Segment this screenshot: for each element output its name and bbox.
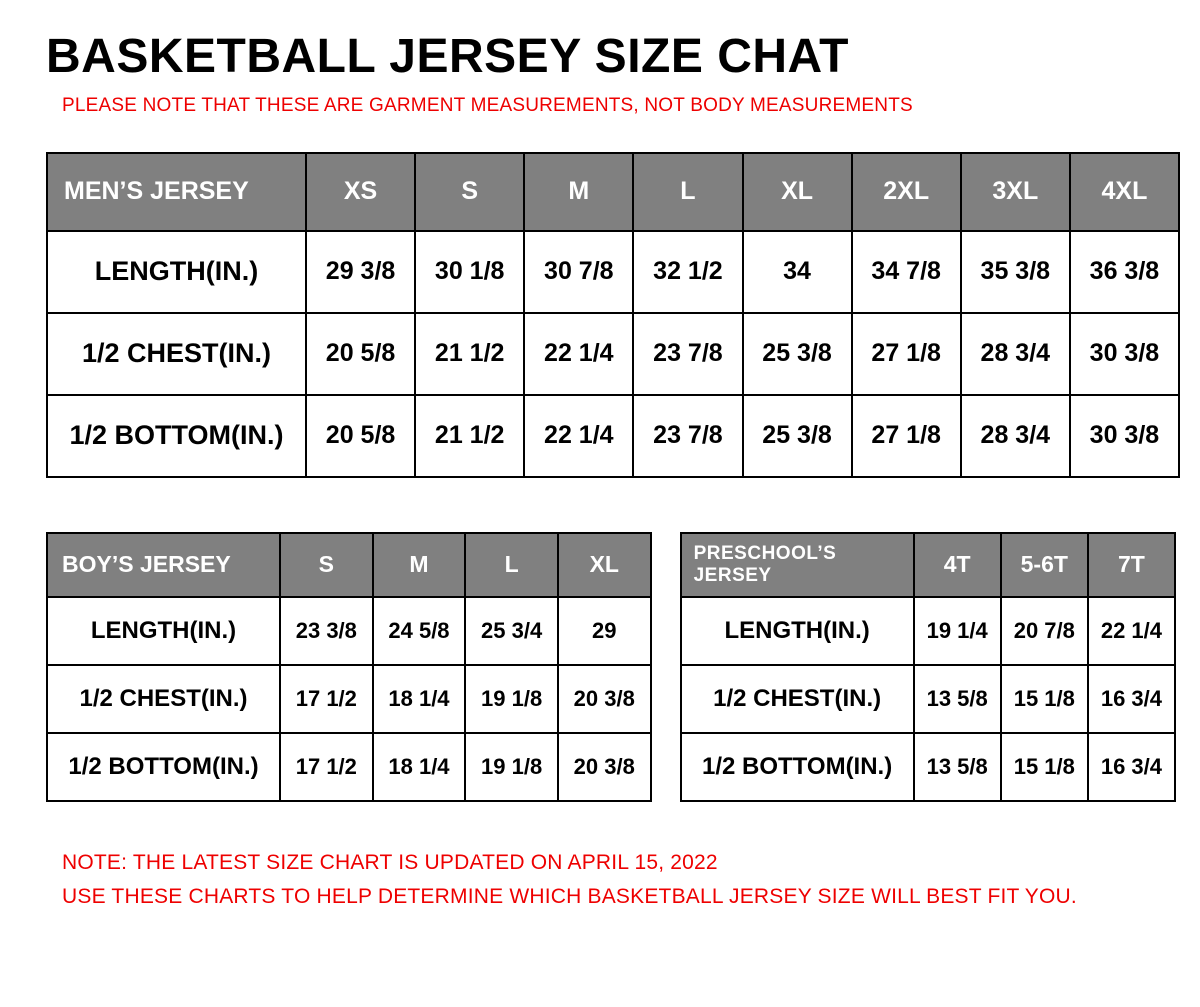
mens-value-cell: 23 7/8 (633, 395, 742, 477)
mens-value-cell: 35 3/8 (961, 231, 1070, 313)
mens-header-cell: MEN’S JERSEY (47, 153, 306, 231)
preschool-row (681, 733, 1175, 801)
boys-row (47, 665, 651, 733)
preschool-value-cell: 13 5/8 (914, 665, 1001, 733)
boys-value-cell: 18 1/4 (373, 733, 466, 801)
preschool-header-cell: 5-6T (1001, 533, 1088, 597)
preschool-row-label: LENGTH(IN.) (681, 597, 914, 665)
preschool-row (681, 597, 1175, 665)
preschool-value-cell: 16 3/4 (1088, 665, 1175, 733)
preschool-value-cell: 20 7/8 (1001, 597, 1088, 665)
boys-row-label: LENGTH(IN.) (47, 597, 280, 665)
mens-value-cell: 21 1/2 (415, 395, 524, 477)
footer-notes (62, 846, 1176, 913)
mens-row-label: 1/2 BOTTOM(IN.) (47, 395, 306, 477)
mens-value-cell: 28 3/4 (961, 313, 1070, 395)
mens-value-cell: 20 5/8 (306, 313, 415, 395)
preschool-row (681, 665, 1175, 733)
preschool-row-label: 1/2 CHEST(IN.) (681, 665, 914, 733)
preschool-header-cell: 4T (914, 533, 1001, 597)
mens-value-cell: 27 1/8 (852, 395, 961, 477)
mens-value-cell: 32 1/2 (633, 231, 742, 313)
boys-jersey-size-table (46, 532, 652, 802)
boys-value-cell: 17 1/2 (280, 665, 373, 733)
mens-header-cell: L (633, 153, 742, 231)
mens-value-cell: 30 7/8 (524, 231, 633, 313)
bottom-tables-row (46, 532, 1176, 802)
boys-header-cell: XL (558, 533, 651, 597)
boys-row-label: 1/2 CHEST(IN.) (47, 665, 280, 733)
preschool-value-cell: 19 1/4 (914, 597, 1001, 665)
preschool-header-cell: PRESCHOOL’S JERSEY (681, 533, 914, 597)
mens-table-body (47, 153, 1179, 477)
garment-measurement-note: PLEASE NOTE THAT THESE ARE GARMENT MEASUREMENTS, NOT BODY MEASUREMENTS (62, 95, 913, 117)
preschool-value-cell: 15 1/8 (1001, 733, 1088, 801)
preschool-value-cell: 22 1/4 (1088, 597, 1175, 665)
boys-value-cell: 19 1/8 (465, 665, 558, 733)
boys-row-label: 1/2 BOTTOM(IN.) (47, 733, 280, 801)
preschool-row-label: 1/2 BOTTOM(IN.) (681, 733, 914, 801)
mens-jersey-size-table (46, 152, 1180, 478)
mens-value-cell: 22 1/4 (524, 395, 633, 477)
preschool-value-cell: 13 5/8 (914, 733, 1001, 801)
boys-value-cell: 29 (558, 597, 651, 665)
mens-header-cell: 3XL (961, 153, 1070, 231)
mens-value-cell: 23 7/8 (633, 313, 742, 395)
mens-row (47, 313, 1179, 395)
preschool-header-row (681, 533, 1175, 597)
boys-value-cell: 24 5/8 (373, 597, 466, 665)
mens-header-cell: XL (743, 153, 852, 231)
mens-header-row (47, 153, 1179, 231)
boys-value-cell: 18 1/4 (373, 665, 466, 733)
page-title: BASKETBALL JERSEY SIZE CHAT (46, 30, 849, 83)
boys-header-cell: BOY’S JERSEY (47, 533, 280, 597)
boys-value-cell: 23 3/8 (280, 597, 373, 665)
mens-header-cell: 2XL (852, 153, 961, 231)
boys-value-cell: 20 3/8 (558, 665, 651, 733)
mens-header-cell: XS (306, 153, 415, 231)
mens-value-cell: 30 1/8 (415, 231, 524, 313)
footer-note-line-2: USE THESE CHARTS TO HELP DETERMINE WHICH BASKETBALL JERSEY SIZE WILL BEST FIT YOU. (62, 884, 1077, 908)
mens-header-cell: M (524, 153, 633, 231)
mens-row-label: LENGTH(IN.) (47, 231, 306, 313)
mens-row (47, 395, 1179, 477)
preschool-jersey-size-table (680, 532, 1176, 802)
boys-row (47, 733, 651, 801)
mens-value-cell: 28 3/4 (961, 395, 1070, 477)
boys-header-cell: L (465, 533, 558, 597)
boys-header-cell: S (280, 533, 373, 597)
mens-value-cell: 36 3/8 (1070, 231, 1179, 313)
footer-note-line-1: NOTE: THE LATEST SIZE CHART IS UPDATED ON APRIL 15, 2022 (62, 850, 718, 874)
preschool-header-cell: 7T (1088, 533, 1175, 597)
mens-value-cell: 21 1/2 (415, 313, 524, 395)
mens-header-cell: S (415, 153, 524, 231)
mens-value-cell: 25 3/8 (743, 395, 852, 477)
mens-value-cell: 27 1/8 (852, 313, 961, 395)
preschool-value-cell: 15 1/8 (1001, 665, 1088, 733)
boys-value-cell: 25 3/4 (465, 597, 558, 665)
mens-row (47, 231, 1179, 313)
mens-value-cell: 30 3/8 (1070, 313, 1179, 395)
mens-value-cell: 34 (743, 231, 852, 313)
mens-value-cell: 30 3/8 (1070, 395, 1179, 477)
boys-table-body (47, 533, 651, 801)
boys-header-cell: M (373, 533, 466, 597)
mens-value-cell: 20 5/8 (306, 395, 415, 477)
boys-value-cell: 19 1/8 (465, 733, 558, 801)
boys-value-cell: 20 3/8 (558, 733, 651, 801)
mens-value-cell: 34 7/8 (852, 231, 961, 313)
mens-header-cell: 4XL (1070, 153, 1179, 231)
mens-value-cell: 29 3/8 (306, 231, 415, 313)
preschool-value-cell: 16 3/4 (1088, 733, 1175, 801)
mens-value-cell: 22 1/4 (524, 313, 633, 395)
boys-header-row (47, 533, 651, 597)
mens-row-label: 1/2 CHEST(IN.) (47, 313, 306, 395)
preschool-table-body (681, 533, 1175, 801)
boys-value-cell: 17 1/2 (280, 733, 373, 801)
mens-value-cell: 25 3/8 (743, 313, 852, 395)
boys-row (47, 597, 651, 665)
